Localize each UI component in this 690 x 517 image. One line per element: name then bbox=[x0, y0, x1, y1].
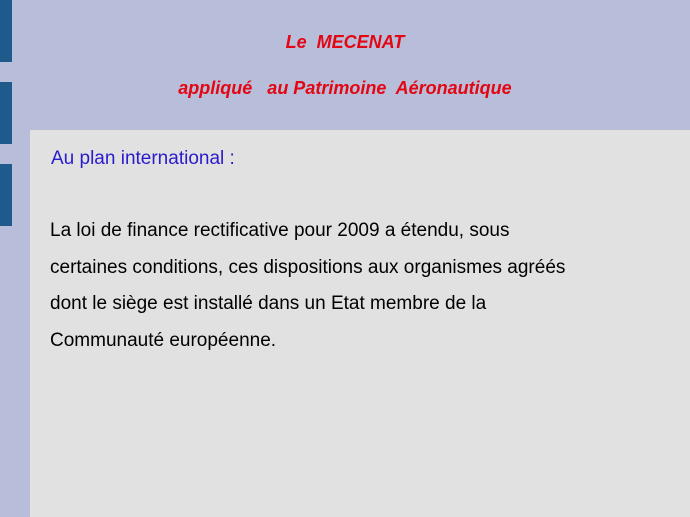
paragraph-line: dont le siège est installé dans un Etat membre de la bbox=[50, 293, 487, 314]
paragraph-line: Communauté européenne. bbox=[50, 329, 277, 351]
section-heading: Au plan international : bbox=[51, 148, 235, 169]
content-panel bbox=[30, 130, 690, 517]
slide-title: Le MECENAT bbox=[285, 32, 405, 52]
slide-subtitle-heading: appliqué au Patrimoine Aéronautique bbox=[178, 78, 512, 98]
paragraph-line: La loi de finance rectificative pour 2009 a étendu, sous bbox=[50, 220, 510, 241]
paragraph-line: certaines conditions, ces dispositions aux organismes agréés bbox=[50, 256, 566, 278]
body-paragraph bbox=[50, 213, 670, 359]
accent-bar-bottom bbox=[0, 164, 12, 226]
